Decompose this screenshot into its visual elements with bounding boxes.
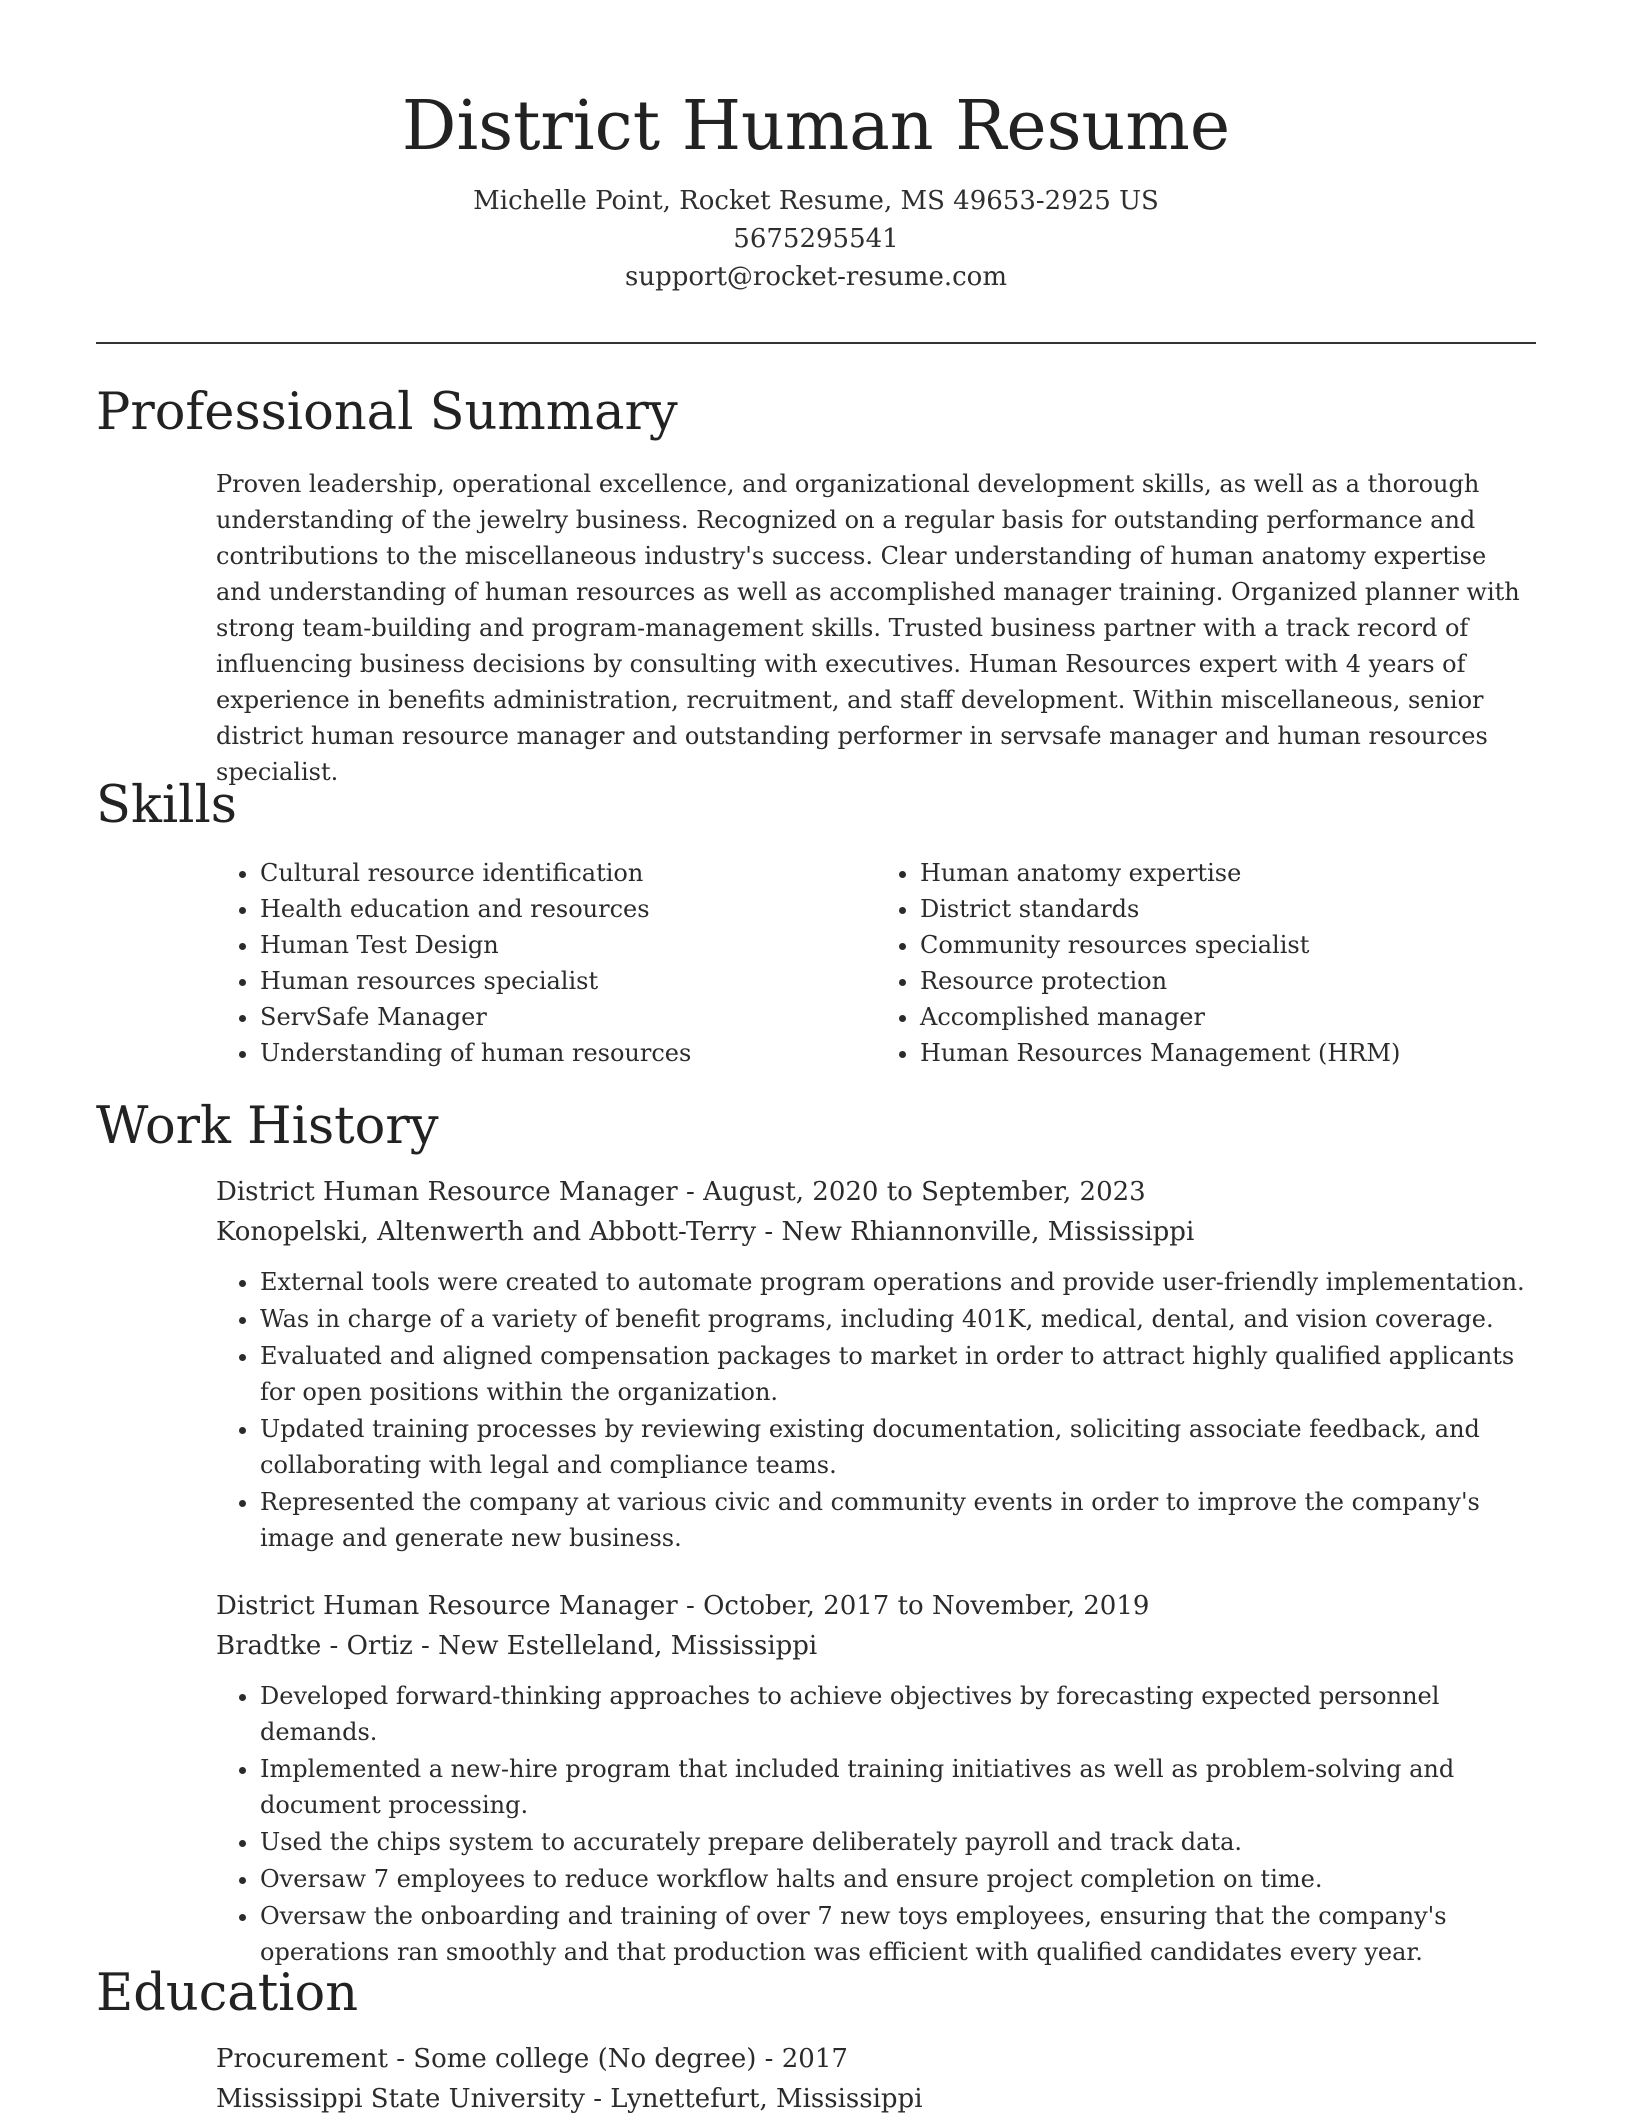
job-bullet: • External tools were created to automate program operations and provide user-friendly implementation. [260,1264,1536,1300]
summary-text: Proven leadership, operational excellence, and organizational development skills, as well as a thorough understanding of the jewelry business. Recognized on a regular basis for outstanding performance and contributions to the miscellaneous industry's success. Clear understanding of human anatomy expertise and understanding of human resources as well as accomplished manager training. Organized planner with strong team-building and program-management skills. Trusted business partner with a track record of influencing business decisions by consulting with executives. Human Resources expert with 4 years of experience in benefits administration, recruitment, and staff development. Within miscellaneous, senior district human resource manager and outstanding performer in servsafe manager and human resources specialist. [216,470,1520,786]
skill-item: • Human Test Design [260,927,876,963]
separator: - [584,2084,611,2114]
job-bullet: • Was in charge of a variety of benefit programs, including 401K, medical, dental, and vision coverage. [260,1301,1536,1337]
education-entry [216,2039,1536,2119]
skill-item: • Community resources specialist [920,927,1536,963]
job-bullet: • Oversaw 7 employees to reduce workflow halts and ensure project completion on time. [260,1861,1536,1897]
job-bullet: • Updated training processes by reviewing existing documentation, soliciting associate feedback, and collaborating with legal and compliance teams. [260,1411,1536,1483]
contact-email[interactable]: support@rocket-resume.com [624,262,1007,292]
education-year: 2017 [781,2044,848,2074]
job-bullet: • Oversaw the onboarding and training of over 7 new toys employees, ensuring that the company's operations ran smoothly and that production was efficient with qualified candidates every year. [260,1898,1536,1970]
summary-section [96,382,1536,790]
skill-item: • Health education and resources [260,891,876,927]
skill-item: • Human Resources Management (HRM) [920,1035,1536,1071]
header-divider [96,342,1536,344]
separator: - [387,2044,414,2074]
separator: - [677,1177,704,1207]
contact-phone: 5675295541 [733,224,899,254]
summary-heading: Professional Summary [96,383,678,442]
work-heading: Work History [96,1097,439,1156]
job-bullets [216,1264,1536,1556]
resume-title: District Human Resume [401,87,1231,166]
skills-section [96,775,1536,1071]
job-dates: October, 2017 to November, 2019 [703,1591,1150,1621]
job-title-line [216,1172,1536,1212]
job-bullet: • Implemented a new-hire program that included training initiatives as well as problem-solving and document processing. [260,1751,1536,1823]
job-bullets [216,1678,1536,1970]
education-degree: Some college (No degree) [413,2044,757,2074]
job-title: District Human Resource Manager [216,1591,678,1621]
skill-item: • Resource protection [920,963,1536,999]
resume-header [96,82,1536,296]
job-bullet: • Used the chips system to accurately prepare deliberately payroll and track data. [260,1824,1536,1860]
separator: - [412,1631,439,1661]
job-company-line [216,1626,1536,1666]
job-company: Bradtke - Ortiz [216,1631,413,1661]
separator: - [756,2044,782,2074]
education-heading: Education [96,1964,359,2023]
education-degree-line [216,2039,1536,2079]
separator: - [677,1591,704,1621]
job-company: Konopelski, Altenwerth and Abbott-Terry [216,1217,757,1247]
job-location: New Rhiannonville, Mississippi [781,1217,1195,1247]
job-location: New Estelleland, Mississippi [438,1631,818,1661]
skill-item: • Accomplished manager [920,999,1536,1035]
skill-item: • District standards [920,891,1536,927]
skill-item: • ServSafe Manager [260,999,876,1035]
job-dates: August, 2020 to September, 2023 [703,1177,1146,1207]
contact-address: Michelle Point, Rocket Resume, MS 49653-2925 US [473,186,1159,216]
job-entry [216,1586,1536,1970]
skill-item: • Cultural resource identification [260,855,876,891]
skills-list-right [876,855,1536,1071]
separator: - [756,1217,782,1247]
job-bullet: • Evaluated and aligned compensation packages to market in order to attract highly qualified applicants for open positions within the organization. [260,1338,1536,1410]
skills-grid [216,855,1536,1071]
job-bullet: • Developed forward-thinking approaches to achieve objectives by forecasting expected personnel demands. [260,1678,1536,1750]
skill-item: • Human resources specialist [260,963,876,999]
skill-item: • Human anatomy expertise [920,855,1536,891]
job-bullet: • Represented the company at various civic and community events in order to improve the company's image and generate new business. [260,1484,1536,1556]
work-section [96,1096,1536,1971]
education-field: Procurement [216,2044,388,2074]
skills-list-left [216,855,876,1071]
skills-heading: Skills [96,776,237,835]
education-location: Lynettefurt, Mississippi [610,2084,923,2114]
job-title-line [216,1586,1536,1626]
job-entry [216,1172,1536,1556]
skill-item: • Understanding of human resources [260,1035,876,1071]
job-company-line [216,1212,1536,1252]
job-title: District Human Resource Manager [216,1177,678,1207]
contact-block [96,182,1536,296]
education-school-line [216,2079,1536,2119]
education-section [96,1963,1536,2119]
education-school: Mississippi State University [216,2084,585,2114]
